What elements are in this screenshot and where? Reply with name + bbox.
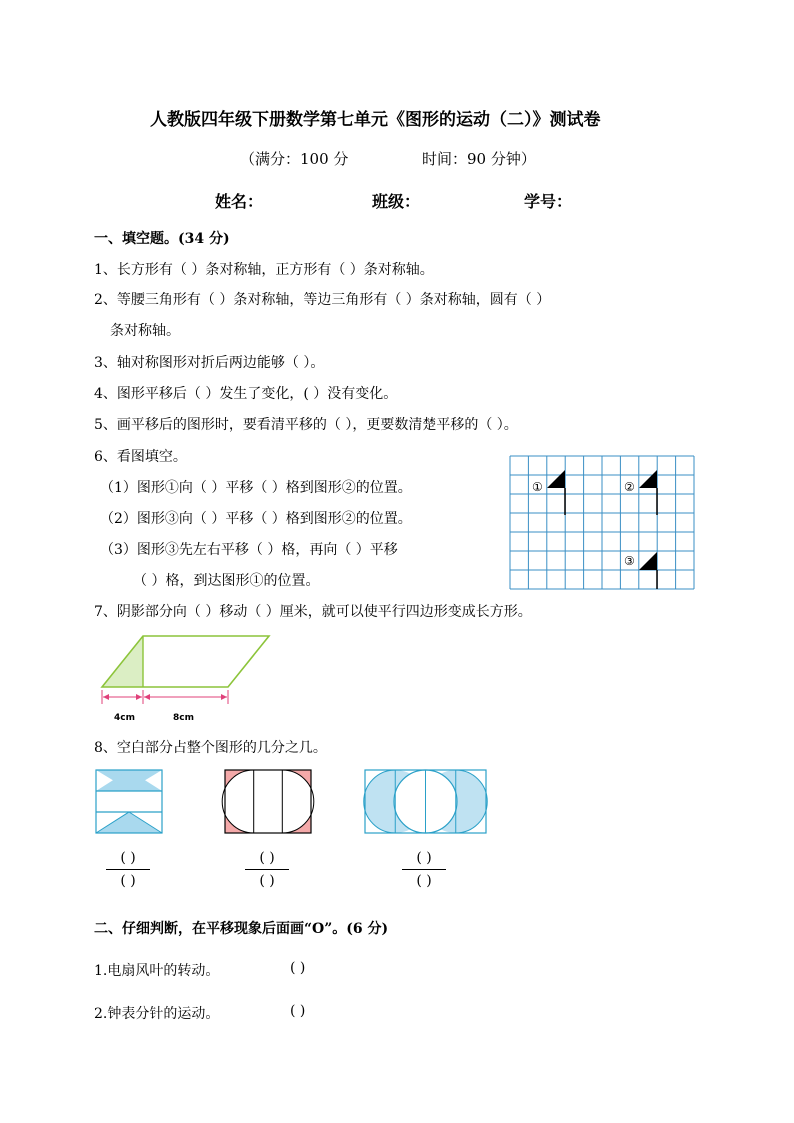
denominator-blank: ( ) (120, 873, 136, 889)
grid-shape-3 (639, 552, 657, 570)
question-5: 5、画平移后的图形时，要看清平移的（ ），更要数清楚平移的（ ）。 (94, 417, 518, 433)
section1-heading: 一、填空题。(34 分) (94, 231, 230, 247)
question-6-3a: （3）图形③先左右平移（ ）格，再向（ ）平移 (100, 542, 398, 558)
question-6-3b: （ ）格，到达图形①的位置。 (133, 573, 320, 589)
question-6-1: （1）图形①向（ ）平移（ ）格到图形②的位置。 (100, 480, 412, 496)
fraction-bar (245, 869, 289, 870)
grid-label-2: ② (624, 480, 635, 494)
grid-shape-2 (639, 470, 657, 488)
denominator-blank: ( ) (259, 873, 275, 889)
dim-label-4cm: 4cm (114, 713, 135, 723)
full-score: （满分：100 分 (240, 150, 349, 168)
question-3: 3、轴对称图形对折后两边能够（ ）。 (94, 355, 325, 371)
arrow-head (103, 694, 109, 700)
fraction-bar (402, 869, 446, 870)
arrow-head (136, 694, 142, 700)
fraction-figure-semicircles (225, 770, 311, 833)
question-4: 4、图形平移后（ ）发生了变化，( ）没有变化。 (94, 386, 398, 402)
name-label: 姓名： (215, 192, 264, 211)
bottom-triangle (96, 812, 162, 833)
translation-grid (510, 456, 694, 589)
numerator-blank: ( ) (416, 850, 432, 866)
fraction-bar (106, 869, 150, 870)
question-8: 8、空白部分占整个图形的几分之几。 (94, 740, 327, 756)
numerator-blank: ( ) (259, 850, 275, 866)
grid-label-1: ① (532, 480, 543, 494)
page-title: 人教版四年级下册数学第七单元《图形的运动（二）》测试卷 (150, 110, 601, 130)
arrow-head (144, 694, 150, 700)
parallelogram-figure (98, 634, 278, 724)
question-1: 1、长方形有（ ）条对称轴，正方形有（ ）条对称轴。 (94, 262, 434, 278)
denominator-blank: ( ) (416, 873, 432, 889)
judge-question-2: 2.钟表分针的运动。 (94, 1006, 220, 1022)
fraction-answer-2[interactable] (237, 850, 297, 889)
question-6: 6、看图填空。 (94, 449, 187, 465)
judge-question-1: 1.电扇风叶的转动。 (94, 963, 220, 979)
exam-time: 时间：90 分钟） (422, 150, 536, 168)
question-2-line2: 条对称轴。 (110, 323, 180, 339)
grid-label-3: ③ (624, 554, 635, 568)
judge-answer-2[interactable]: ( ) (290, 1003, 306, 1019)
dim-label-8cm: 8cm (173, 713, 194, 723)
numerator-blank: ( ) (120, 850, 136, 866)
grid-shape-1 (547, 470, 565, 488)
student-id-label: 学号： (524, 192, 573, 211)
section2-heading: 二、仔细判断，在平移现象后面画“O”。(6 分) (94, 921, 389, 937)
fraction-figure-triangles (96, 770, 162, 833)
arrow-head (221, 694, 227, 700)
class-label: 班级： (372, 192, 421, 211)
question-7: 7、阴影部分向（ ）移动（ ）厘米，就可以使平行四边形变成长方形。 (94, 604, 532, 620)
fraction-answer-3[interactable] (394, 850, 454, 889)
fraction-answer-1[interactable] (98, 850, 158, 889)
question-6-2: （2）图形③向（ ）平移（ ）格到图形②的位置。 (100, 511, 412, 527)
fraction-figure-circles (365, 770, 486, 833)
question-2-line1: 2、等腰三角形有（ ）条对称轴，等边三角形有（ ）条对称轴，圆有（ ） (94, 292, 551, 308)
judge-answer-1[interactable]: ( ) (290, 960, 306, 976)
